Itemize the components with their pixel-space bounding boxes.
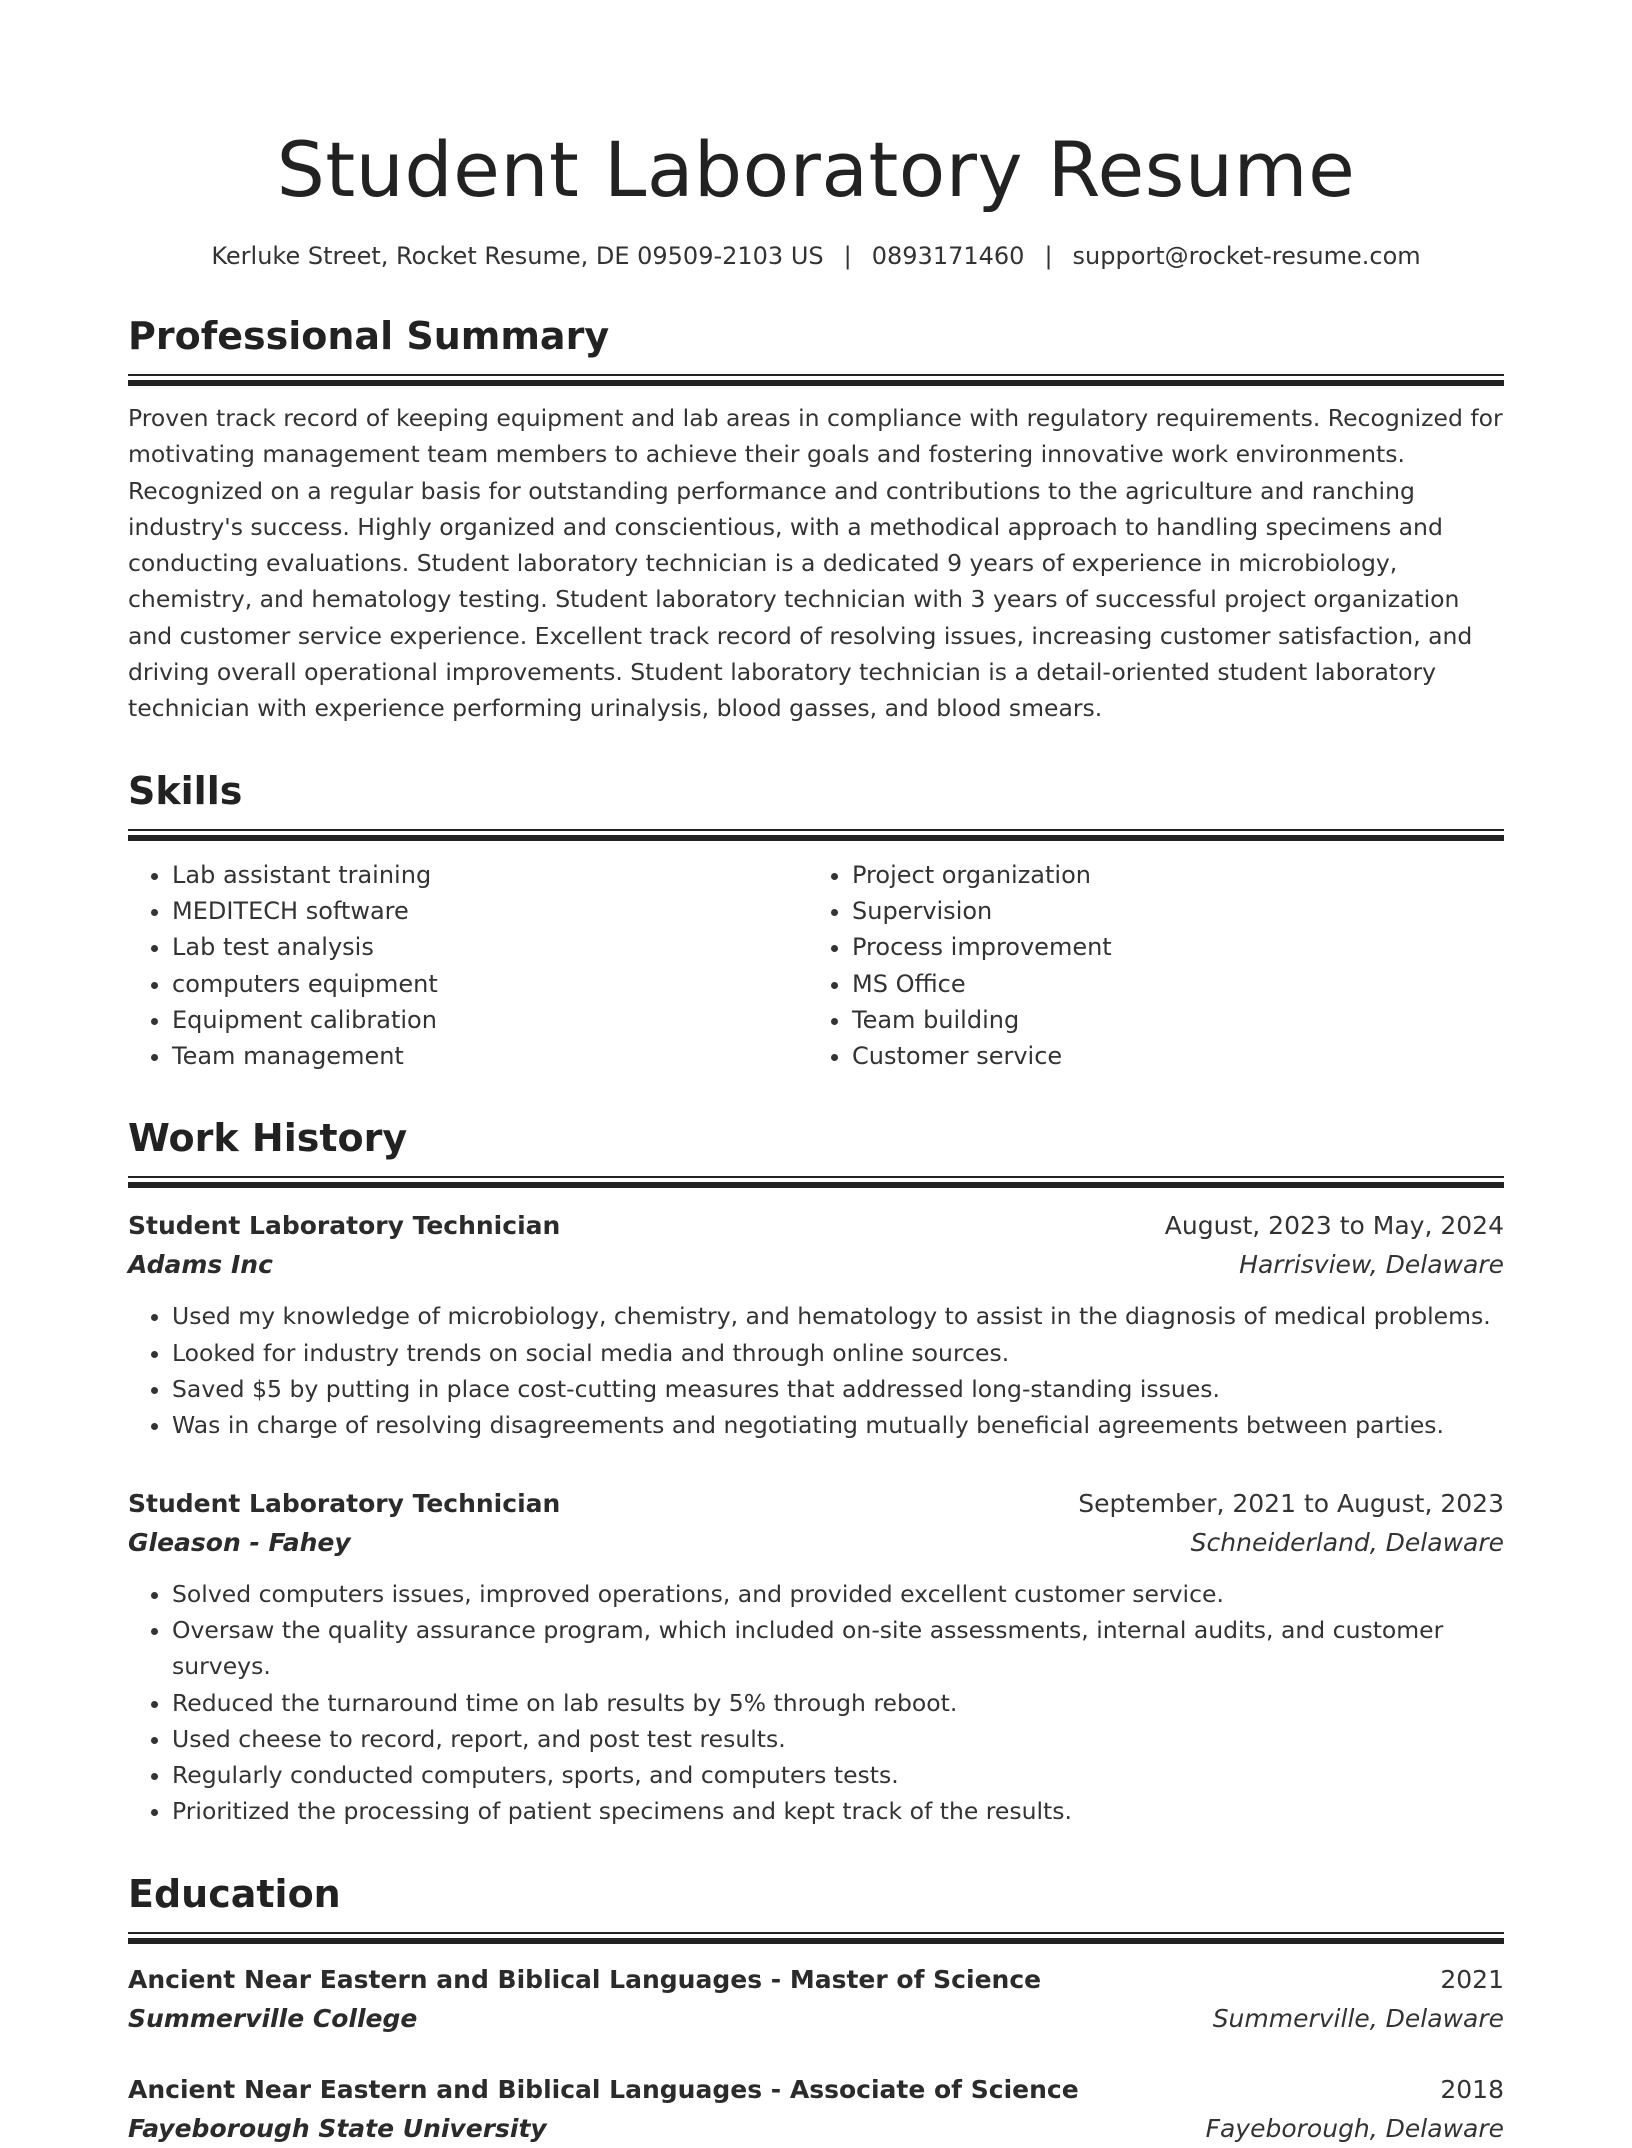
job-entry [128, 1484, 1504, 1830]
education-school: Fayeborough State University [128, 2113, 547, 2143]
job-bullet: • Solved computers issues, improved operations, and provided excellent customer service. [172, 1576, 1504, 1612]
education-entry [128, 2070, 1504, 2148]
skills-list-left [128, 857, 808, 1075]
skill-item: • Team management [172, 1038, 808, 1074]
education-school: Summerville College [128, 2003, 418, 2033]
contact-separator: | [1044, 242, 1053, 270]
skill-item: • Team building [852, 1002, 1488, 1038]
skills-list-right [808, 857, 1488, 1075]
education-entry [128, 1960, 1504, 2038]
education-section [128, 1870, 1504, 2148]
job-entry [128, 1206, 1504, 1443]
job-bullets [128, 1298, 1504, 1443]
contact-email: support@rocket-resume.com [1072, 242, 1421, 270]
summary-section [128, 312, 1504, 727]
skills-section [128, 767, 1504, 1075]
resume-content [128, 118, 1504, 2148]
education-heading: Education [128, 1871, 341, 1916]
section-divider [128, 1932, 1504, 1944]
section-divider [128, 829, 1504, 841]
section-divider [128, 374, 1504, 386]
job-bullet: • Saved $5 by putting in place cost-cutting measures that addressed long-standing issues. [172, 1371, 1504, 1407]
job-company: Adams Inc [128, 1250, 273, 1280]
job-bullet: • Used my knowledge of microbiology, chemistry, and hematology to assist in the diagnosis of medical problems. [172, 1298, 1504, 1334]
skill-item: • Process improvement [852, 929, 1488, 965]
contact-separator: | [843, 242, 852, 270]
job-location: Schneiderland, Delaware [1190, 1527, 1504, 1557]
work-section [128, 1114, 1504, 1829]
job-bullets [128, 1576, 1504, 1830]
skill-item: • Lab assistant training [172, 857, 808, 893]
education-location: Fayeborough, Delaware [1205, 2113, 1504, 2143]
summary-text: Proven track record of keeping equipment and lab areas in compliance with regulatory requirements. Recognized for motivating management team members to achieve their goals and fostering innovative work environments. Recognized on a regular basis for outstanding performance and contributions to the agriculture and ranching industry's success. Highly organized and conscientious, with a methodical approach to handling specimens and conducting evaluations. Student laboratory technician is a dedicated 9 years of experience in microbiology, chemistry, and hematology testing. Student laboratory technician with 3 years of successful project organization and customer service experience. Excellent track record of resolving issues, increasing customer satisfaction, and driving overall operational improvements. Student laboratory technician is a detail-oriented student laboratory technician with experience performing urinalysis, blood gasses, and blood smears. [128, 404, 1503, 723]
job-dates: September, 2021 to August, 2023 [1078, 1488, 1504, 1518]
education-year: 2018 [1440, 2074, 1504, 2104]
job-dates: August, 2023 to May, 2024 [1164, 1211, 1504, 1241]
skill-item: • computers equipment [172, 966, 808, 1002]
skill-item: • Customer service [852, 1038, 1488, 1074]
skill-item: • Lab test analysis [172, 929, 808, 965]
skills-heading: Skills [128, 768, 243, 813]
skill-item: • MEDITECH software [172, 893, 808, 929]
contact-phone: 0893171460 [871, 242, 1025, 270]
skill-item: • Equipment calibration [172, 1002, 808, 1038]
section-divider [128, 1176, 1504, 1188]
skill-item: • Project organization [852, 857, 1488, 893]
resume-title: Student Laboratory Resume [276, 125, 1356, 214]
education-location: Summerville, Delaware [1212, 2003, 1504, 2033]
education-year: 2021 [1440, 1964, 1504, 1994]
job-location: Harrisview, Delaware [1239, 1250, 1504, 1280]
job-bullet: • Oversaw the quality assurance program, which included on-site assessments, internal audits, and customer surveys. [172, 1612, 1504, 1685]
job-bullet: • Prioritized the processing of patient specimens and kept track of the results. [172, 1793, 1504, 1829]
job-bullet: • Looked for industry trends on social media and through online sources. [172, 1335, 1504, 1371]
job-bullet: • Reduced the turnaround time on lab results by 5% through reboot. [172, 1685, 1504, 1721]
education-degree: Ancient Near Eastern and Biblical Languages - Associate of Science [128, 2074, 1079, 2104]
education-degree: Ancient Near Eastern and Biblical Languages - Master of Science [128, 1964, 1042, 1994]
job-company: Gleason - Fahey [128, 1527, 351, 1557]
contact-address: Kerluke Street, Rocket Resume, DE 09509-2103 US [211, 242, 824, 270]
skill-item: • MS Office [852, 966, 1488, 1002]
skill-item: • Supervision [852, 893, 1488, 929]
job-bullet: • Was in charge of resolving disagreements and negotiating mutually beneficial agreements between parties. [172, 1407, 1504, 1443]
skills-columns [128, 857, 1504, 1075]
job-title: Student Laboratory Technician [128, 1488, 561, 1518]
summary-heading: Professional Summary [128, 314, 610, 358]
job-bullet: • Regularly conducted computers, sports, and computers tests. [172, 1757, 1504, 1793]
work-heading: Work History [128, 1116, 408, 1161]
contact-line [128, 240, 1504, 272]
job-title: Student Laboratory Technician [128, 1211, 561, 1241]
job-bullet: • Used cheese to record, report, and post test results. [172, 1721, 1504, 1757]
